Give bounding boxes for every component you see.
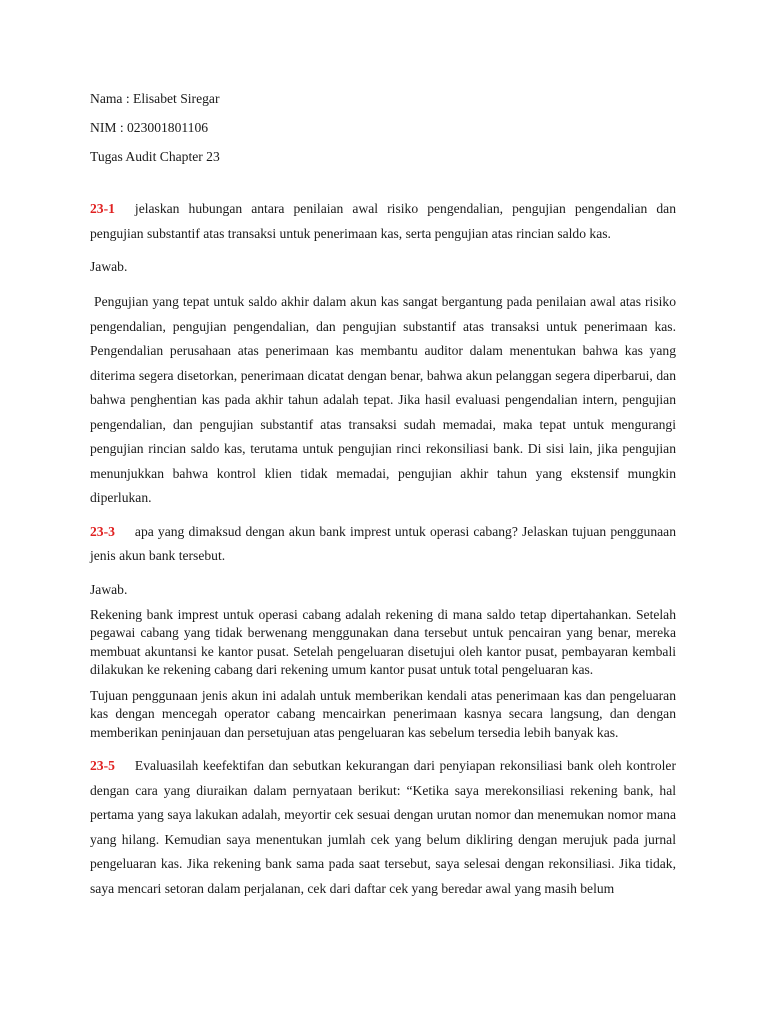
question-number: 23-1: [90, 201, 115, 216]
question-23-1: [90, 197, 676, 246]
answer-label: Jawab.: [90, 259, 128, 274]
student-name: Nama : Elisabet Siregar: [90, 91, 220, 106]
document-body: [90, 90, 676, 901]
question-text: Evaluasilah keefektifan dan sebutkan kekurangan dari penyiapan rekonsiliasi bank oleh kontroler dengan cara yang diuraikan dalam pernyataan berikut: “Ketika saya merekonsiliasi rekening bank, hal pertama yang saya lakukan adalah, meyortir cek sesuai dengan urutan nomor dan menemukan nomor mana yang hilang. Kemudian saya menentukan jumlah cek yang belum dikliring dengan merujuk pada jurnal pengeluaran kas. Jika rekening bank sama pada saat tersebut, saya selesai dengan rekonsiliasi. Jika tidak, saya mencari setoran dalam perjalanan, cek dari daftar cek yang beredar awal yang masih belum: [90, 758, 676, 896]
question-23-3: [90, 520, 676, 569]
question-text: jelaskan hubungan antara penilaian awal risiko pengendalian, pengujian pengendalian dan pengujian substantif atas transaksi untuk penerimaan kas, serta pengujian atas rincian saldo kas.: [90, 201, 676, 241]
answer-23-1: [90, 290, 676, 511]
answer-23-3-paragraph-2: Tujuan penggunaan jenis akun ini adalah untuk memberikan kendali atas penerimaan kas dan pengeluaran kas dengan mencegah operator cabang mencairkan penerimaan kasnya secara langsung, dan dengan memberikan peninjauan dan persetujuan atas pengeluaran kas sebelum tersedia lebih banyak kas.: [90, 687, 676, 740]
assignment-title: Tugas Audit Chapter 23: [90, 149, 220, 164]
answer-text: Pengujian yang tepat untuk saldo akhir dalam akun kas sangat bergantung pada penilaian awal atas risiko pengendalian, pengujian pengendalian, dan pengujian substantif atas transaksi untuk penerimaan kas. Pengendalian perusahaan atas penerimaan kas membantu auditor dalam menentukan bahwa kas yang diterima segera disetorkan, penerimaan dicatat dengan benar, bahwa akun pelanggan segera diperbarui, dan bahwa penghentian kas pada akhir tahun adalah tepat. Jika hasil evaluasi pengendalian intern, pengujian pengendalian, dan pengujian substantif atas transaksi sudah memadai, maka tepat untuk mengurangi pengujian rincian saldo kas, terutama untuk pengujian rinci rekonsiliasi bank. Di sisi lain, jika pengujian menunjukkan bahwa kontrol klien tidak memadai, pengujian akhir tahun yang ekstensif mungkin diperlukan.: [90, 294, 676, 505]
student-nim: NIM : 023001801106: [90, 120, 209, 135]
question-text: apa yang dimaksud dengan akun bank imprest untuk operasi cabang? Jelaskan tujuan penggunaan jenis akun bank tersebut.: [90, 523, 676, 563]
answer-23-3-paragraph-1: Rekening bank imprest untuk operasi cabang adalah rekening di mana saldo tetap dipertahankan. Setelah pegawai cabang yang tidak berwenang menggunakan dana tersebut untuk pencairan yang benar, mereka membuat akuntansi ke kantor pusat. Setelah pengeluaran disetujui oleh kantor pusat, pembayaran kembali dilakukan ke rekening cabang dari rekening umum kantor pusat untuk total pengeluaran kas.: [90, 606, 676, 677]
answer-label: Jawab.: [90, 581, 128, 597]
question-number: 23-5: [90, 758, 115, 773]
question-23-5: [90, 754, 676, 901]
question-number: 23-3: [90, 523, 115, 539]
